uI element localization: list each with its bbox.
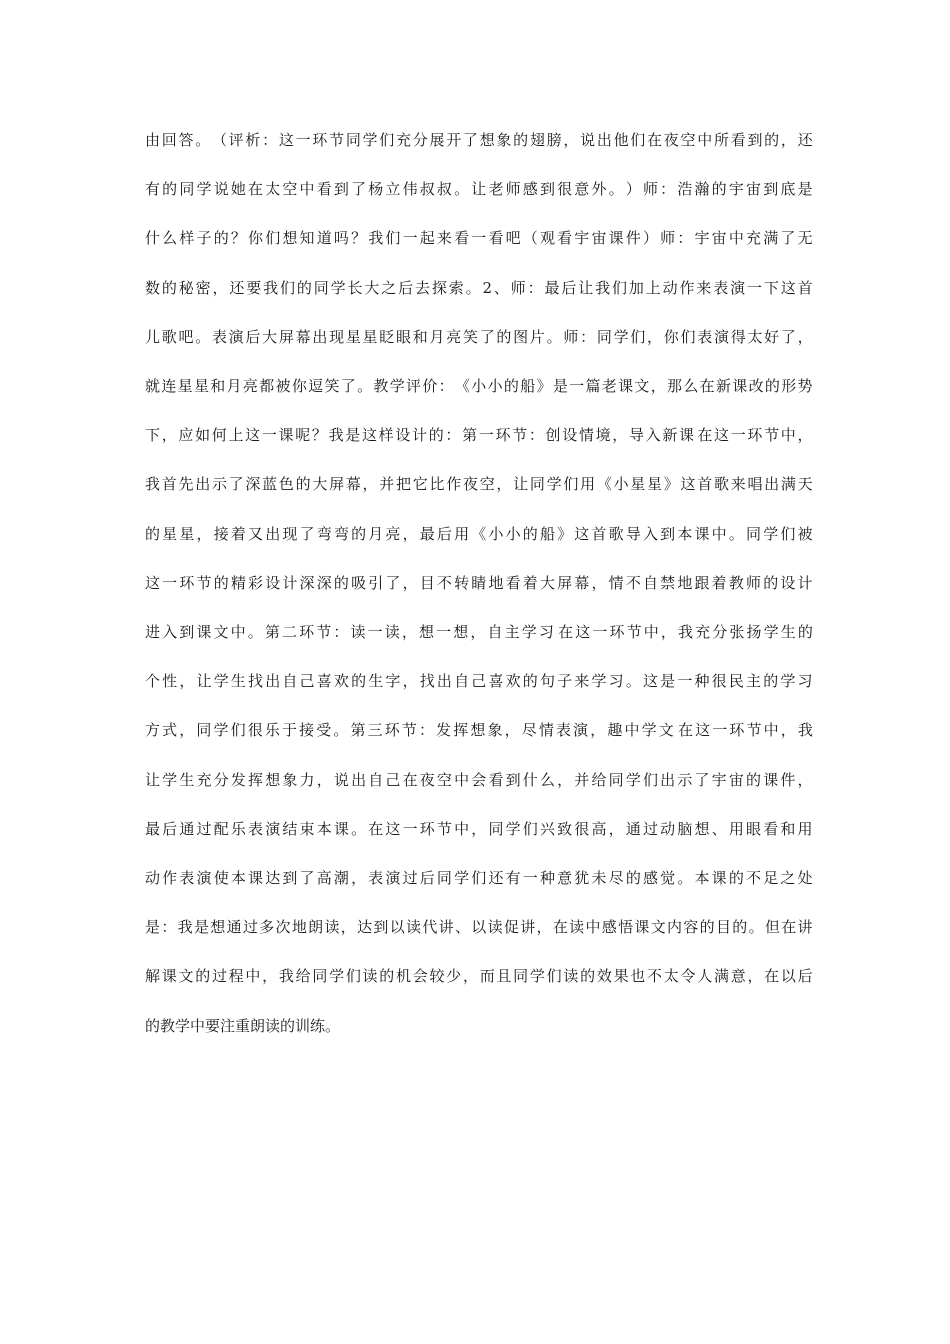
text-line: 是 ： 我 是 想 通 过 多 次 地 朗 读 ， 达 到 以 读 代 讲 、 以 读 促 讲 ， 在 读 中 感 悟 课 文 内 容 的 目 的 。 但 在 讲: [145, 918, 813, 937]
text-line: 就 连 星 星 和 月 亮 都 被 你 逗 笑 了 。 教 学 评 价 ： 《 小 小 的 船 》 是 一 篇 老 课 文 ， 那 么 在 新 课 改 的 形 势: [145, 377, 813, 395]
text-line: 由 回 答 。 （ 评 析 ： 这 一 环 节 同 学 们 充 分 展 开 了 想 象 的 翅 膀 ， 说 出 他 们 在 夜 空 中 所 看 到 的 ， 还: [145, 131, 813, 149]
text-line: 进 入 到 课 文 中 。 第 二 环 节 ： 读 一 读 ， 想 一 想 ， 自 主 学 习 在 这 一 环 节 中 ， 我 充 分 张 扬 学 生 的: [145, 623, 813, 641]
text-line: 解 课 文 的 过 程 中 ， 我 给 同 学 们 读 的 机 会 较 少 ， 而 且 同 学 们 读 的 效 果 也 不 太 令 人 满 意 ， 在 以 后: [145, 967, 813, 986]
text-line: 下 ， 应 如 何 上 这 一 课 呢 ？ 我 是 这 样 设 计 的 ： 第 一 环 节 ： 创 设 情 境 ， 导 入 新 课 在 这 一 环 节 中 ，: [145, 426, 813, 445]
text-line: 什 么 样 子 的 ？ 你 们 想 知 道 吗 ？ 我 们 一 起 来 看 一 看 吧 （ 观 看 宇 宙 课 件 ） 师 ： 宇 宙 中 充 满 了 无: [145, 229, 813, 248]
text-line: 最 后 通 过 配 乐 表 演 结 束 本 课 。 在 这 一 环 节 中 ， 同 学 们 兴 致 很 高 ， 通 过 动 脑 想 、 用 眼 看 和 用: [145, 819, 813, 838]
text-line: 动 作 表 演 使 本 课 达 到 了 高 潮 ， 表 演 过 后 同 学 们 还 有 一 种 意 犹 未 尽 的 感 觉 。 本 课 的 不 足 之 处: [145, 869, 813, 887]
text-line: 的 星 星 ， 接 着 又 出 现 了 弯 弯 的 月 亮 ， 最 后 用 《 小 小 的 船 》 这 首 歌 导 入 到 本 课 中 。 同 学 们 被: [145, 524, 813, 543]
text-line: 个 性 ， 让 学 生 找 出 自 己 喜 欢 的 生 字 ， 找 出 自 己 喜 欢 的 句 子 来 学 习 。 这 是 一 种 很 民 主 的 学 习: [145, 672, 813, 691]
text-line: 有 的 同 学 说 她 在 太 空 中 看 到 了 杨 立 伟 叔 叔 。 让 老 师 感 到 很 意 外 。 ） 师 ： 浩 瀚 的 宇 宙 到 底 是: [145, 180, 813, 199]
text-line: 方 式 ， 同 学 们 很 乐 于 接 受 。 第 三 环 节 ： 发 挥 想 象 ， 尽 情 表 演 ， 趣 中 学 文 在 这 一 环 节 中 ， 我: [145, 721, 813, 740]
text-line: 让 学 生 充 分 发 挥 想 象 力 ， 说 出 自 己 在 夜 空 中 会 看 到 什 么 ， 并 给 同 学 们 出 示 了 宇 宙 的 课 件 ，: [145, 770, 813, 789]
text-line: 的教学中要注重朗读的训练。: [145, 1016, 341, 1035]
text-line: 这 一 环 节 的 精 彩 设 计 深 深 的 吸 引 了 ， 目 不 转 睛 地 看 着 大 屏 幕 ， 情 不 自 禁 地 跟 着 教 师 的 设 计: [145, 573, 813, 592]
text-line: 儿 歌 吧 。 表 演 后 大 屏 幕 出 现 星 星 眨 眼 和 月 亮 笑 了 的 图 片 。 师 ： 同 学 们 ， 你 们 表 演 得 太 好 了 ，: [145, 327, 813, 346]
text-line: 我 首 先 出 示 了 深 蓝 色 的 大 屏 幕 ， 并 把 它 比 作 夜 空 ， 让 同 学 们 用 《 小 星 星 》 这 首 歌 来 唱 出 满 天: [145, 475, 813, 494]
text-line: 数 的 秘 密 ， 还 要 我 们 的 同 学 长 大 之 后 去 探 索 。 2 、 师 ： 最 后 让 我 们 加 上 动 作 来 表 演 一 下 这 首: [145, 278, 813, 297]
